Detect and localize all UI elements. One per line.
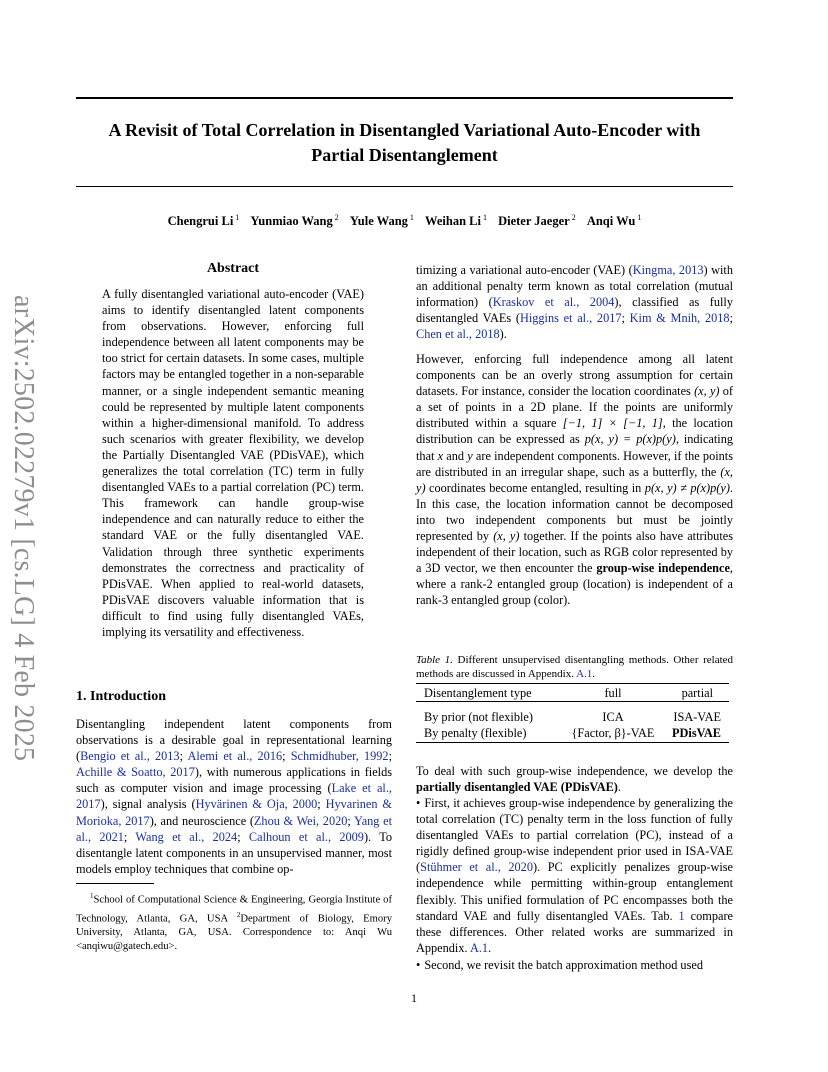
citation-link[interactable]: Alemi et al., 2016 bbox=[187, 749, 283, 764]
abstract-heading: Abstract bbox=[206, 261, 260, 276]
table-cell: ICA bbox=[602, 709, 624, 724]
citation-link[interactable]: Calhoun et al., 2009 bbox=[248, 829, 364, 844]
arxiv-identifier: arXiv:2502.02279v1 [cs.LG] 4 Feb 2025 bbox=[8, 295, 39, 762]
table-header-cell: full bbox=[604, 685, 622, 700]
table-link[interactable]: 1 bbox=[678, 908, 685, 923]
table-header-cell: partial bbox=[681, 685, 713, 700]
author: Anqi Wu $^1$ bbox=[586, 213, 642, 228]
footnote-rule bbox=[76, 883, 154, 884]
right-paragraph-3: To deal with such group-wise independence, we develop the partially disentangled VAE (PDisVAE). bbox=[416, 764, 733, 795]
title-line-1: A Revisit of Total Correlation in Disentangled Variational Auto-Encoder with bbox=[108, 120, 701, 140]
bullet-first: • First, it achieves group-wise independence by generalizing the total correlation (TC) penalty term in the loss function of fully disentangled VAEs to partial correlation (PC), instead of a rigidly defined group-wise independent prior used in ISA-VAE (Stühmer et al., 2020). PC explicitly penalizes group-wise independence while permitting within-group entanglement flexibly. This unified formulation of PC encompasses both the standard VAE and fully disentangled VAEs. Tab. 1 compare these differences. Other related works are summarized in Appendix. A.1. bbox=[416, 795, 733, 956]
table-row bbox=[416, 709, 729, 725]
intro-heading: 1. Introduction bbox=[76, 689, 166, 704]
methods-table bbox=[416, 685, 729, 741]
citation-link[interactable]: Hyvarinen & Morioka, 2017 bbox=[76, 797, 392, 828]
right-paragraph-2: However, enforcing full independence among all latent components can be an overly strong assumption for certain datasets. For instance, consider the location coordinates (x, y) of a set of points in a 2D plane. If the points are uniformly distributed within a square [−1, 1] × [−1, 1], the location distribution can be expressed as p(x, y) = p(x)p(y), indicating that x and y are independent components. However, if the points are distributed in an irregular shape, such as a butterfly, the (x, y) coordinates become entangled, resulting in p(x, y) ≠ p(x)p(y). In this case, the location information cannot be decomposed into two independent components but must be jointly represented by (x, y) together. If the points also have attributes independent of their location, such as RGB color represented by a 3D vector, we then encounter the group-wise independence, where a rank-2 entangled group (location) is independent of a rank-3 entangled group (color). bbox=[416, 352, 733, 608]
table-header-row bbox=[416, 685, 729, 702]
appendix-link[interactable]: A.1 bbox=[469, 940, 489, 955]
table-top-rule bbox=[416, 683, 729, 684]
bullet-second: • Second, we revisit the batch approximation method used bbox=[416, 957, 733, 973]
intro-paragraph: Disentangling independent latent components from observations is a desirable goal in representational learning (Bengio et al., 2013; Alemi et al., 2016; Schmidhuber, 1992; Achille & Soatto, 2017), with numerous applications in fields such as computer vision and image processing (Lake et al., 2017), signal analysis (Hyvärinen & Oja, 2000; Hyvarinen & Morioka, 2017), and neuroscience (Zhou & Wei, 2020; Yang et al., 2021; Wang et al., 2024; Calhoun et al., 2009). To disentangle latent components in an unsupervised manner, most models employ techniques that combine op- bbox=[76, 717, 393, 876]
table-cell: {Factor, β}-VAE bbox=[571, 725, 655, 740]
table-caption: Table 1. Different unsupervised disentangling methods. Other related methods are discussed in Appendix. A.1. bbox=[416, 654, 734, 680]
affiliation-footnote: $^1$School of Computational Science & Engineering, Georgia Institute of Technology, Atlanta, GA, USA $^2$Department of Biology, Emory University, Atlanta, GA, USA. Correspondence to: Anqi Wu <anqiwu@gatech.edu>. bbox=[76, 892, 392, 953]
citation-link[interactable]: Chen et al., 2018 bbox=[416, 327, 500, 342]
citation-link[interactable]: Achille & Soatto, 2017 bbox=[76, 765, 195, 780]
page-number: 1 bbox=[411, 991, 417, 1005]
table-bottom-rule bbox=[416, 742, 729, 743]
citation-link[interactable]: Hyvärinen & Oja, 2000 bbox=[195, 797, 318, 812]
citation-link[interactable]: Kim & Mnih, 2018 bbox=[629, 311, 730, 326]
citation-link[interactable]: Kingma, 2013 bbox=[632, 263, 704, 277]
table-cell: PDisVAE bbox=[672, 725, 721, 740]
author-list bbox=[76, 213, 733, 229]
author: Yunmiao Wang $^2$ bbox=[250, 213, 339, 228]
abstract-text: A fully disentangled variational auto-encoder (VAE) aims to identify disentangled latent components from observations. However, enforcing full independence between all latent components may be too strict for certain datasets. In some cases, multiple factors may be entangled together in a non-separable manner, or a single independent semantic meaning could be represented by multiple latent components within a higher-dimensional manifold. To address such scenarios with greater flexibility, we develop the Partially Disentangled VAE (PDisVAE), which generalizes the total correlation (TC) term in fully disentangled VAEs to a partial correlation (PC) term. This framework can handle group-wise independence and can naturally reduce to either the standard VAE or the fully disentangled VAE. Validation through three synthetic experiments demonstrates the correctness and practicality of PDisVAE. When applied to real-world datasets, PDisVAE discovers valuable information that is difficult to find using fully disentangled VAEs, implying its versatility and effectiveness. bbox=[102, 287, 364, 639]
citation-link[interactable]: Higgins et al., 2017 bbox=[519, 311, 622, 326]
citation-link[interactable]: Wang et al., 2024 bbox=[135, 829, 238, 844]
citation-link[interactable]: Lake et al., 2017 bbox=[76, 781, 392, 812]
title-bottom-rule bbox=[76, 186, 733, 187]
table-cell: By penalty (flexible) bbox=[424, 725, 527, 740]
right-paragraph-1: timizing a variational auto-encoder (VAE) (Kingma, 2013) with an additional penalty term known as total correlation (mutual information) (Kraskov et al., 2004), classified as fully disentangled VAEs (Higgins et al., 2017; Kim & Mnih, 2018; Chen et al., 2018). bbox=[416, 263, 733, 342]
author: Yule Wang $^1$ bbox=[349, 213, 414, 228]
table-header-cell: Disentanglement type bbox=[424, 685, 532, 700]
citation-link[interactable]: Yang et al., 2021 bbox=[76, 813, 392, 844]
table-row bbox=[416, 725, 729, 741]
author: Weihan Li $^1$ bbox=[425, 213, 487, 228]
citation-link[interactable]: Bengio et al., 2013 bbox=[80, 749, 180, 764]
citation-link[interactable]: Stühmer et al., 2020 bbox=[420, 860, 533, 875]
title-top-rule bbox=[76, 97, 733, 99]
author: Chengrui Li $^1$ bbox=[167, 213, 240, 228]
table-cell: By prior (not flexible) bbox=[424, 709, 533, 724]
citation-link[interactable]: Zhou & Wei, 2020 bbox=[253, 813, 348, 828]
paper-title bbox=[76, 118, 733, 168]
title-line-2: Partial Disentanglement bbox=[311, 145, 498, 165]
table-cell: ISA-VAE bbox=[673, 709, 721, 724]
citation-link[interactable]: Kraskov et al., 2004 bbox=[492, 295, 615, 310]
citation-link[interactable]: Schmidhuber, 1992 bbox=[290, 749, 389, 764]
appendix-link[interactable]: A.1 bbox=[576, 668, 593, 680]
author: Dieter Jaeger $^2$ bbox=[498, 213, 576, 228]
